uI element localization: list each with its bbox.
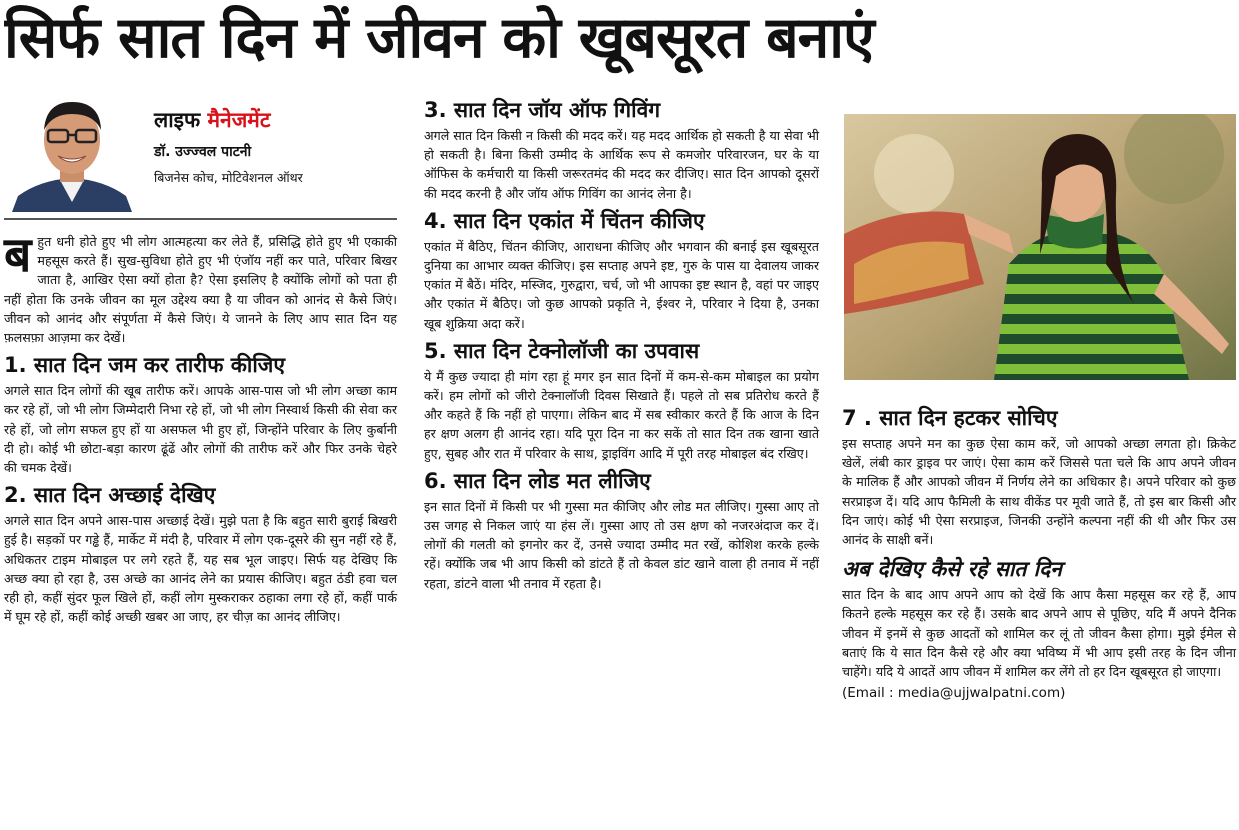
- section-title-3: 3. सात दिन जॉय ऑफ गिविंग: [424, 98, 661, 122]
- section-title-5: 5. सात दिन टेक्नोलॉजी का उपवास: [424, 338, 700, 363]
- woman-photo: [844, 114, 1236, 380]
- section-text-2: अगले सात दिन अपने आस-पास अच्छाई देखें। मुझे पता है कि बहुत सारी बुराई बिखरी हुई है। सड़कों पर गड्ढे हैं, मार्केट में मंदी है, परिवार में लोग एक-दूसरे की सुन नहीं रहे हैं, अधिकतर टाइम मोबाइल पर लगे रहते हैं, यह सब भूल जाइए। सिर्फ यह देखिए कि अच्छ क्या हो रहा है, उस अच्छे का आनंद लेने का प्रयास कीजिए। बहुत ठंडी हवा चल रही हो, कहीं सुंदर फूल खिले हों, कहीं लोग मुस्कराकर ठहाका लगा रहे हों, कहीं पार्क में घूम रहे हों, कहीं कोई अच्छी खबर आ जाए, हर चीज़ का आनंद लीजिए।: [4, 513, 397, 625]
- section-text-5: ये मैं कुछ ज्यादा ही मांग रहा हूं मगर इन सात दिनों में कम-से-कम मोबाइल का प्रयोग करें। हम लोगों को जीरो टेक्नालॉजी दिवस सिखाते हैं। पहले तो सब प्रतिरोध करते हैं और कहते हैं कि नहीं हो पाएगा। लेकिन बाद में सब स्वीकार करते हैं कि आज के दिन हर क्षण अलग ही आनंद रहा। यदि पूरा दिन ना कर सकें तो सात दिन तक खाना खाते हुए, सुबह और रात में परिवार के साथ, ड्राइविंग आदि में पूरी तरह मोबाइल बंद रखिए।: [424, 368, 819, 461]
- section-title-7: 7 . सात दिन हटकर सोचिए: [842, 406, 1058, 430]
- section-text-3: अगले सात दिन किसी न किसी की मदद करें। यह मदद आर्थिक हो सकती है या सेवा भी हो सकती है। बिना किसी उम्मीद के आर्थिक रूप से कमजोर परिवारजन, घर के या ऑफिस के कर्मचारी या किसी जरूरतमंद की मदद कर दीजिए। सात दिन आपको दूसरों की मदद करनी है और जॉय ऑफ गिविंग का आनंद लेना है।: [424, 128, 819, 201]
- section-text-1: अगले सात दिन लोगों की खूब तारीफ करें। आपके आस-पास जो भी लोग अच्छा काम कर रहे हों, जो भी लोग जिम्मेदारी निभा रहे हों, जो भी लोग निस्वार्थ किसी की सेवा कर रहे हों, जो लोग सफल हुए हों या असफल भी हुए हों, जिन्होंने परिवार के लिए कुर्बानी दी हो। कोई भी छोटा-बड़ा कारण ढूंढें और लोगों की तारीफ करें और फिर उनके चेहरे की चमक देखें।: [4, 383, 397, 476]
- intro-paragraph: बहुत धनी होते हुए भी लोग आत्महत्या कर लेते हैं, प्रसिद्धि होते हुए भी एकाकी महसूस करते हैं। सुख-सुविधा होते हुए भी एंजॉय नहीं कर पाते, परिवार बिखर जाता है, आखिर ऐसा क्यों होता है? ऐसा इसलिए है क्योंकि लोगों को पता ही नहीं होता कि उनके जीवन का मूल उद्देश्य क्या है या जीवन को आनंद से कैसे जिएं। जीवन को आनंद और संपूर्णता में कैसे जिएं। ये जानने के लिए आप सात दिन यह फ़लसफ़ा आज़मा कर देखें।: [4, 227, 397, 346]
- section-text-7: इस सप्ताह अपने मन का कुछ ऐसा काम करें, जो आपको अच्छा लगता हो। क्रिकेट खेलें, लंबी कार ड्राइव पर जाएं। ऐसा काम करें जिससे पता चले कि आप अपने जीवन के मालिक हैं और आपको जीवन में निर्णय लेने का अधिकार है। अपने परिवार को कुछ सरप्राइज दें। यदि आप फैमिली के साथ वीकेंड पर मूवी जाते हैं, तो इस बार किसी और दिन जाएं। कोई भी ऐसा सरप्राइज, जिनकी उन्होंने कल्पना नहीं की थी और फिर उस आनंद के साक्षी बनें।: [842, 436, 1236, 548]
- section-title-2: 2. सात दिन अच्छाई देखिए: [4, 483, 216, 508]
- section-text-4: एकांत में बैठिए, चिंतन कीजिए, आराधना कीजिए और भगवान की बनाई इस खूबसूरत दुनिया का आभार व्यक्त कीजिए। इस सप्ताह अपने इष्ट, गुरु के पास या देवालय जाकर एकांत में बैठें। मंदिर, मस्जिद, गुरुद्वारा, चर्च, जो भी आपका इष्ट स्थान है, वहां पर जाइए और एकांत में बैठिए। जो कुछ आपको प्रकृति ने, ईश्वर ने, परिवार ने दिया है, उनका खूब शुक्रिया अदा करें।: [424, 238, 819, 331]
- section-title-4: 4. सात दिन एकांत में चिंतन कीजिए: [424, 208, 705, 233]
- closing-title: अब देखिए कैसे रहे सात दिन: [842, 557, 1062, 582]
- author-photo: [12, 92, 132, 212]
- email-contact: (Email : media@ujjwalpatni.com): [842, 685, 1066, 702]
- headline: सिर्फ सात दिन में जीवन को खूबसूरत बनाएं: [4, 5, 874, 71]
- column-right: [842, 400, 1236, 703]
- column-label: लाइफ मैनेजमेंट: [154, 108, 271, 132]
- closing-text: सात दिन के बाद आप अपने आप को देखें कि आप कैसा महसूस कर रहे हैं, आप कितने हल्के महसूस कर रहे हैं। उसके बाद अपने आप से पूछिए, यदि मैं अपने दैनिक जीवन में इनमें से कुछ आदतों को शामिल कर लूं तो जीवन कैसा होगा। मुझे ईमेल से बताएं कि ये सात दिन कैसे रहे और क्या भविष्य में भी आप इसी तरह के दिन जीना चाहेंगे। यदि ये आदतें आप जीवन में शामिल कर लेंगे तो हर दिन खूबसूरत हो जाएगा।: [842, 587, 1236, 680]
- author-info: [154, 106, 303, 186]
- column-middle: [424, 92, 819, 593]
- author-name: डॉ. उज्ज्वल पाटनी: [154, 144, 252, 160]
- author-box: [4, 92, 397, 220]
- section-title-1: 1. सात दिन जम कर तारीफ कीजिए: [4, 353, 285, 378]
- column-left: [4, 92, 397, 626]
- drop-cap: ब: [4, 227, 32, 283]
- author-role: बिजनेस कोच, मोटिवेशनल ऑथर: [154, 170, 303, 185]
- section-text-6: इन सात दिनों में किसी पर भी गुस्सा मत कीजिए और लोड मत लीजिए। गुस्सा आए तो उस जगह से निकल जाएं या हंस लें। गुस्सा आए तो उस क्षण को नजरअंदाज कर दें। लोगों की गलती को इगनोर कर दें, उनसे ज्यादा उम्मीद मत रखें, कोशिश करके हल्के रहें। क्योंकि जब भी आप किसी को डांटते हैं तो केवल डांट खाने वाला ही तनाव में नहीं रहता, डांटने वाला भी तनाव में रहता है।: [424, 498, 819, 591]
- section-title-6: 6. सात दिन लोड मत लीजिए: [424, 468, 651, 493]
